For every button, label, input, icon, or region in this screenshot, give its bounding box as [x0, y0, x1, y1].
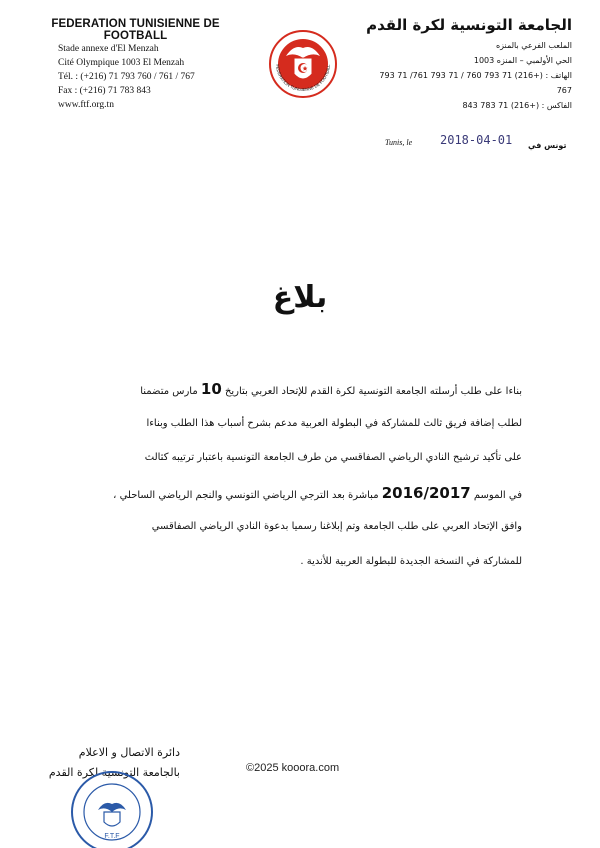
fax-line: Fax : (+216) 71 783 843: [58, 86, 151, 96]
address-line: Stade annexe d'El Menzah: [58, 44, 159, 54]
body-line: [82, 510, 522, 545]
body-line: [82, 545, 522, 580]
date-number: 10: [200, 380, 222, 398]
phone-line-ar: الهاتف : (+216) 71 793 760 / 71 793 761/ 71 793 767: [379, 71, 572, 95]
watermark: ©2025 kooora.com: [246, 762, 340, 774]
stamp-text: F.T.F: [104, 833, 120, 840]
phone-line: Tél. : (+216) 71 793 760 / 761 / 767: [58, 72, 195, 82]
season-number: 2016/2017: [381, 483, 471, 502]
document-title: بلاغ: [272, 280, 328, 315]
body-text: في الموسم: [470, 489, 522, 501]
body-text: مباشرة بعد الترجي الرياضي التونسي والنجم الرياضي الساحلي ،: [113, 489, 382, 501]
date-label-ar: تونس في: [528, 141, 567, 150]
department-name: دائرة الاتصال و الاعلام: [78, 746, 180, 759]
body-text: مارس متضمنا: [140, 386, 201, 397]
logo-ring-text: FEDERATION TUNISIENNE DE FOOTBALL: [274, 64, 332, 93]
official-stamp-icon: [62, 760, 162, 848]
address-line-ar: الحي الأولمبي – المنزه 1003: [473, 56, 572, 65]
body-line: [82, 476, 522, 511]
body-text: على تأكيد ترشيح النادي الرياضي الصفاقسي من طرف الجامعة التونسية باعتبار ترتيبه كثالث: [144, 452, 522, 463]
address-line: Cité Olympique 1003 El Menzah: [58, 58, 185, 68]
announcement-body: [82, 372, 522, 579]
date-value: 2018-04-01: [440, 133, 513, 147]
body-text: لطلب إضافة فريق ثالث للمشاركة في البطولة العربية مدعم بشرح أسباب هذا الطلب وبناءا: [146, 417, 522, 429]
body-text: بناءا على طلب أرسلته الجامعة التونسية لكرة القدم للإتحاد العربي بتاريخ: [221, 386, 522, 397]
federation-title-ar: الجامعة التونسية لكرة القدم: [366, 16, 572, 34]
header-arabic: [362, 16, 572, 113]
body-line: [82, 407, 522, 442]
header-french: [28, 18, 243, 112]
body-line: [82, 372, 522, 407]
federation-name: بالجامعة التونسية لكرة القدم: [48, 766, 180, 779]
body-text: للمشاركة في النسخة الجديدة للبطولة العربية للأندية .: [300, 555, 522, 567]
fax-line-ar: الفاكس : (+216) 71 783 843: [462, 101, 572, 110]
date-label-fr: Tunis, le: [385, 138, 413, 147]
body-text: وافق الإتحاد العربي على طلب الجامعة وتم إبلاغنا رسميا بدعوة النادي الرياضي الصفاقسي: [151, 521, 522, 532]
ftf-logo-icon: [268, 18, 338, 110]
website-line: www.ftf.org.tn: [58, 100, 114, 110]
body-line: [82, 441, 522, 476]
address-line-ar: الملعب الفرعي بالمنزه: [495, 41, 572, 50]
federation-title-fr: FEDERATION TUNISIENNE DE FOOTBALL: [51, 18, 220, 42]
